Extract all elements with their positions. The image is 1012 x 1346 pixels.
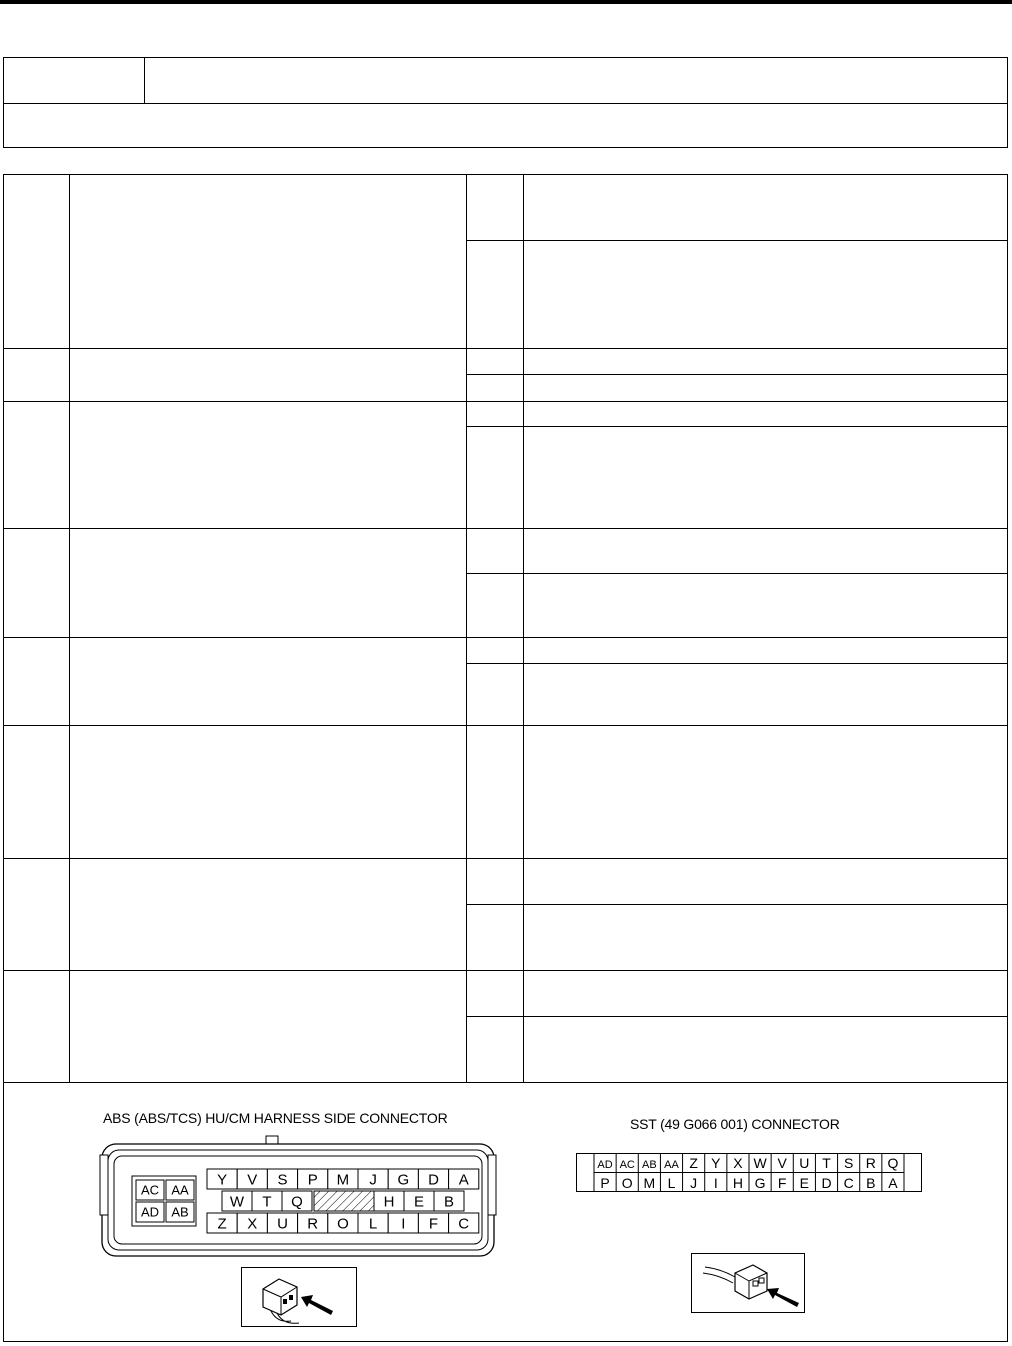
sst-terminal-j: J: [690, 1175, 698, 1191]
row-separator: [4, 858, 1007, 859]
sst-terminal-ac: AC: [619, 1159, 635, 1171]
sst-connector-title: SST (49 G066 001) CONNECTOR: [630, 1116, 840, 1132]
subrow-separator: [466, 426, 1007, 427]
abs-harness-connector: [96, 1135, 500, 1260]
sst-terminal-v: V: [777, 1155, 787, 1171]
subrow-separator: [466, 663, 1007, 664]
dtc-code-cell: [4, 58, 145, 103]
terminal-m: M: [336, 1171, 350, 1189]
subrow-separator: [466, 374, 1007, 375]
sst-terminal-i: I: [713, 1175, 718, 1191]
row-separator: [4, 348, 1007, 349]
terminal-z: Z: [217, 1215, 227, 1233]
sst-connector-view-icon: [691, 1253, 805, 1313]
terminal-ad: AD: [140, 1204, 160, 1220]
sst-terminal-u: U: [799, 1155, 810, 1171]
sst-terminal-w: W: [753, 1155, 767, 1171]
row-separator: [4, 528, 1007, 529]
sst-terminal-ab: AB: [642, 1159, 657, 1171]
terminal-aa: AA: [171, 1182, 189, 1198]
terminal-e: E: [413, 1193, 425, 1211]
sst-terminal-z: Z: [689, 1155, 698, 1171]
sst-connector: [576, 1153, 922, 1193]
subrow-separator: [466, 240, 1007, 241]
dtc-header-row: [4, 58, 1007, 104]
terminal-q: Q: [291, 1193, 303, 1211]
sst-terminal-t: T: [822, 1155, 831, 1171]
dtc-header-box: [3, 57, 1008, 148]
sst-terminal-r: R: [865, 1155, 876, 1171]
terminal-v: V: [247, 1171, 258, 1189]
terminal-o: O: [337, 1215, 349, 1233]
terminal-d: D: [428, 1171, 439, 1189]
sst-terminal-d: D: [821, 1175, 832, 1191]
sst-terminal-f: F: [777, 1175, 787, 1191]
terminal-s: S: [277, 1171, 288, 1189]
sst-terminal-o: O: [621, 1175, 633, 1191]
abs-connector-view-icon: [241, 1267, 357, 1327]
terminal-u: U: [277, 1215, 288, 1233]
sst-terminal-l: L: [667, 1175, 676, 1191]
abs-connector-title: ABS (ABS/TCS) HU/CM HARNESS SIDE CONNECTOR: [103, 1110, 448, 1126]
sst-terminal-y: Y: [711, 1155, 721, 1171]
terminal-ab: AB: [171, 1204, 189, 1220]
col-divider-result: [523, 175, 524, 1082]
row-separator: [4, 637, 1007, 638]
sst-terminal-m: M: [643, 1175, 656, 1191]
row-separator: [4, 725, 1007, 726]
terminal-t: T: [262, 1193, 272, 1211]
top-rule: [0, 0, 1012, 4]
terminal-a: A: [458, 1171, 469, 1189]
terminal-x: X: [247, 1215, 258, 1233]
terminal-g: G: [397, 1171, 410, 1189]
subrow-separator: [466, 1016, 1007, 1017]
terminal-w: W: [229, 1193, 245, 1211]
sst-terminal-q: Q: [887, 1155, 899, 1171]
terminal-b: B: [443, 1193, 455, 1211]
sst-terminal-g: G: [754, 1175, 766, 1191]
sst-terminal-e: E: [799, 1175, 810, 1191]
sst-terminal-h: H: [732, 1175, 743, 1191]
sst-terminal-c: C: [843, 1175, 854, 1191]
terminal-r: R: [307, 1215, 319, 1233]
col-divider-inspection: [466, 175, 467, 1082]
row-separator: [4, 970, 1007, 971]
subrow-separator: [466, 904, 1007, 905]
sst-terminal-aa: AA: [664, 1159, 679, 1171]
col-divider-step: [69, 175, 70, 1082]
terminal-c: C: [458, 1215, 470, 1233]
row-separator: [4, 401, 1007, 402]
terminal-i: I: [401, 1215, 406, 1233]
terminal-ac: AC: [140, 1182, 160, 1198]
sst-terminal-s: S: [843, 1155, 854, 1171]
terminal-f: F: [428, 1215, 439, 1233]
sst-terminal-p: P: [600, 1175, 610, 1191]
terminal-p: P: [307, 1171, 318, 1189]
terminal-j: J: [369, 1171, 377, 1189]
row-separator: [4, 1082, 1007, 1083]
terminal-h: H: [383, 1193, 395, 1211]
terminal-y: Y: [217, 1171, 228, 1189]
sst-terminal-a: A: [888, 1175, 898, 1191]
sst-terminal-ad: AD: [597, 1159, 613, 1171]
sst-terminal-b: B: [866, 1175, 876, 1191]
sst-terminal-x: X: [733, 1155, 743, 1171]
terminal-l: L: [368, 1215, 378, 1233]
subrow-separator: [466, 573, 1007, 574]
